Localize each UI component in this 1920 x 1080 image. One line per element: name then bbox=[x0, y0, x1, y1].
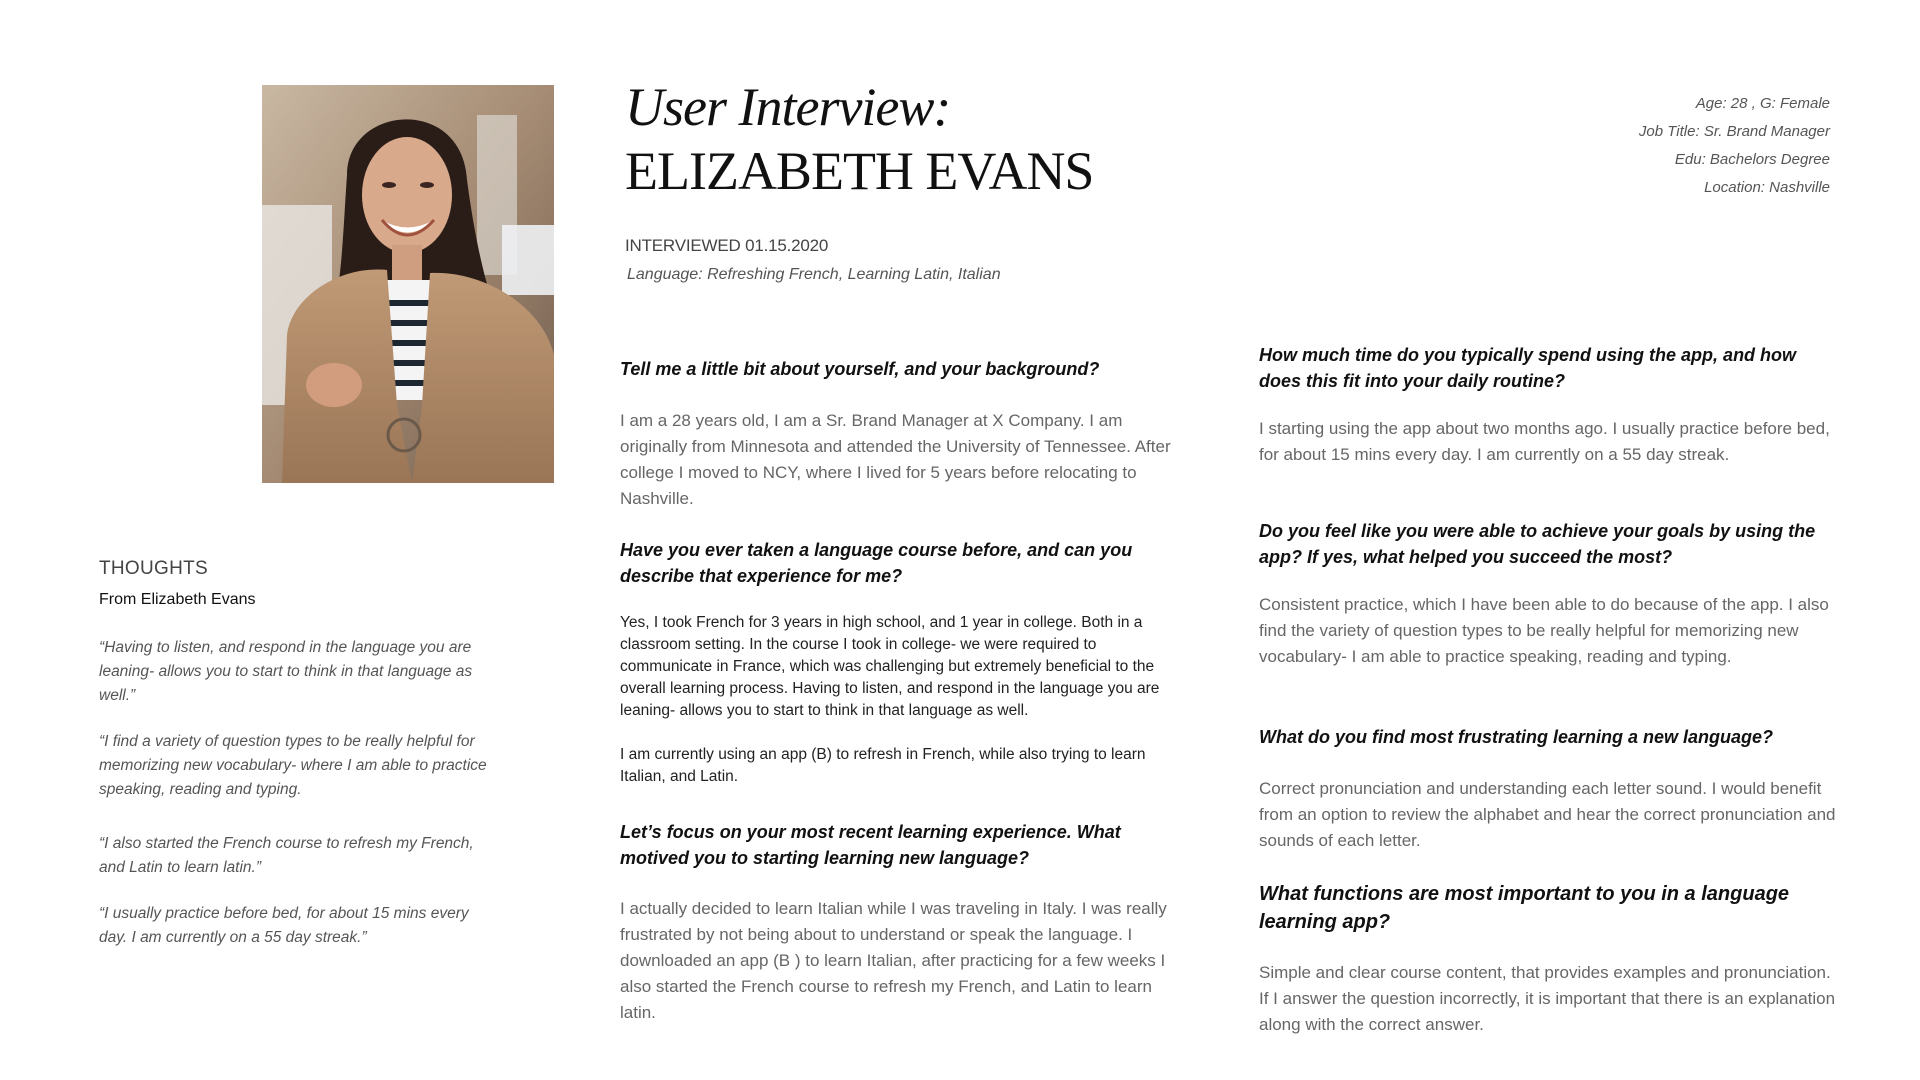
quote: “I also started the French course to refresh my French, and Latin to learn latin.” bbox=[99, 835, 474, 876]
question-4: How much time do you typically spend using the app, and how does this fit into your daily routine? bbox=[1259, 345, 1797, 391]
question-7: What functions are most important to you in a language learning app? bbox=[1259, 883, 1790, 933]
answer-3: I actually decided to learn Italian while I was traveling in Italy. I was really frustrated by not being about to understand or speak the language. I downloaded an app (B ) to learn Italian, after practicing for a few weeks I also started the French course to refresh my French, and Latin to learn latin. bbox=[620, 899, 1167, 1022]
answer-7: Simple and clear course content, that provides examples and pronunciation. If I answer the question incorrectly, it is important that there is an explanation along with the correct answer. bbox=[1259, 963, 1836, 1034]
answer-2: Yes, I took French for 3 years in high school, and 1 year in college. Both in a classroom setting. In the course I took in college- we were required to communicate in France, which was challenging but extremely beneficial to the overall learning process. Having to listen, and respond in the language you are leaning- allows you to start to think in that language as well. bbox=[620, 614, 1160, 719]
answer-1: I am a 28 years old, I am a Sr. Brand Manager at X Company. I am originally from Minnesota and attended the University of Tennessee. After college I moved to NCY, where I lived for 5 years before relocating to Nashville. bbox=[620, 411, 1171, 508]
quote: “I usually practice before bed, for about 15 mins every day. I am currently on a 55 day streak.” bbox=[99, 905, 469, 946]
thoughts-subheading: From Elizabeth Evans bbox=[99, 591, 256, 608]
question-2: Have you ever taken a language course before, and can you describe that experience for me? bbox=[620, 540, 1133, 586]
profile-photo bbox=[262, 85, 554, 483]
question-6: What do you find most frustrating learning a new language? bbox=[1259, 727, 1774, 747]
answer-6: Correct pronunciation and understanding each letter sound. I would benefit from an option to review the alphabet and hear the correct pronunciation and sounds of each letter. bbox=[1259, 779, 1836, 850]
question-3: Let’s focus on your most recent learning experience. What motived you to starting learning new language? bbox=[620, 822, 1121, 868]
question-5: Do you feel like you were able to achieve your goals by using the app? If yes, what helped you succeed the most? bbox=[1259, 521, 1816, 567]
question-1: Tell me a little bit about yourself, and your background? bbox=[620, 359, 1100, 379]
languages-line: Language: Refreshing French, Learning Latin, Italian bbox=[627, 266, 1001, 283]
location: Location: Nashville bbox=[1704, 179, 1830, 196]
page-title-label: User Interview: bbox=[625, 77, 951, 137]
job-title: Job Title: Sr. Brand Manager bbox=[1638, 123, 1830, 140]
quote: “I find a variety of question types to be really helpful for memorizing new vocabulary- where I am able to practice speaking, reading and typing. bbox=[99, 733, 487, 798]
answer-4: I starting using the app about two months ago. I usually practice before bed, for about 15 mins every day. I am currently on a 55 day streak. bbox=[1259, 419, 1830, 464]
education: Edu: Bachelors Degree bbox=[1674, 151, 1830, 168]
age-gender: Age: 28 , G: Female bbox=[1695, 95, 1830, 112]
thoughts-heading: THOUGHTS bbox=[99, 558, 209, 579]
interviewee-name: ELIZABETH EVANS bbox=[625, 141, 1094, 201]
answer-2-continued: I am currently using an app (B) to refresh in French, while also trying to learn Italian, and Latin. bbox=[620, 746, 1146, 785]
profile-meta bbox=[1639, 90, 1830, 202]
quote: “Having to listen, and respond in the language you are leaning- allows you to start to think in that language as well.” bbox=[99, 639, 473, 704]
interview-date: INTERVIEWED 01.15.2020 bbox=[625, 236, 829, 255]
answer-5: Consistent practice, which I have been able to do because of the app. I also find the variety of question types to be really helpful for memorizing new vocabulary- I am able to practice speaking, reading and typing. bbox=[1259, 595, 1829, 666]
